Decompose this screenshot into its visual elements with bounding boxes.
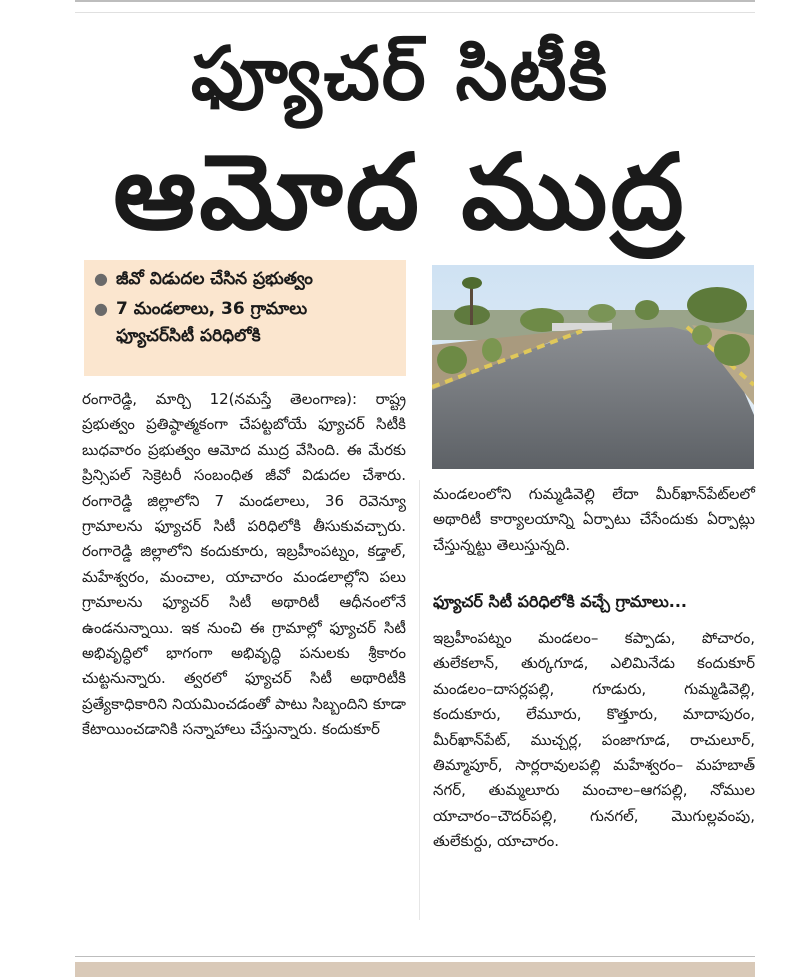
top-rule — [75, 0, 755, 2]
road-photo — [432, 265, 754, 469]
next-article-strip — [75, 962, 755, 977]
villages-paragraph: ఇబ్రహీంపట్నం మండలం– కప్పాడు, పోచారం, తులేకలాన్, తుర్కగూడ, ఎలిమినేడు కందుకూర్ మండలం–దాసర్లపల్లి, గూడురు, గుమ్మడివెల్లి, కందుకూరు, లేమూరు, కొత్తూరు, మాదాపురం, మీర్‌ఖాన్‌పేట్, ముచ్చర్ల, పంజాగూడ, రాచులూర్, తిమ్మాపూర్, సార్లరావులపల్లి మహేశ్వరం– మహబాత్ నగర్, తుమ్మలూరు మంచాల–ఆగపల్లి, నోముల యాచారం–చౌదర్‌పల్లి, గునగల్, మొగుల్లవంపు, తులేకుర్దు, యాచారం. — [433, 629, 755, 851]
article-left-column — [82, 387, 406, 743]
highlight-item — [94, 296, 396, 322]
bullet-icon: ● — [94, 299, 108, 318]
highlight-text: జీవో విడుదల చేసిన ప్రభుత్వం — [116, 269, 313, 289]
highlights-box — [84, 260, 406, 376]
villages-subheading: ఫ్యూచర్ సిటీ పరిధిలోకి వచ్చే గ్రామాలు... — [433, 592, 688, 611]
headline-line1: ఫ్యూచర్ సిటీకి — [190, 31, 610, 117]
top-rule-thin — [75, 12, 755, 13]
villages-list — [433, 626, 755, 855]
article-paragraph: మండలంలోని గుమ్మడివెల్లి లేదా మీర్‌ఖాన్‌పేట్‌లలో అథారిటీ కార్యాలయాన్ని ఏర్పాటు చేసేందుకు ఏర్పాట్లు చేస్తున్నట్టు తెలుస్తున్నది. — [433, 485, 755, 554]
highlight-item — [94, 266, 396, 292]
highlight-text: 7 మండలాలు, 36 గ్రామాలు — [116, 299, 308, 319]
article-right-column — [433, 482, 755, 558]
bottom-rule — [75, 956, 755, 957]
article-paragraph: రంగారెడ్డి, మార్చి 12(నమస్తే తెలంగాణ): రాష్ట్ర ప్రభుత్వం ప్రతిష్ఠాత్మకంగా చేపట్టబోయే ఫ్యూచర్ సిటీకి బుధవారం ప్రభుత్వం ఆమోద ముద్ర వేసింది. ఈ మేరకు ప్రిన్సిపల్ సెక్రెటరీ సంబంధిత జీవో విడుదల చేశారు. రంగారెడ్డి జిల్లాలోని 7 మండలాలు, 36 రెవెన్యూ గ్రామాలను ఫ్యూచర్ సిటీ పరిధిలోకి తీసుకువచ్చారు. రంగారెడ్డి జిల్లాలోని కందుకూరు, ఇబ్రహీంపట్నం, కడ్తాల్, మహేశ్వరం, మంచాల, యాచారం మండలాల్లోని పలు గ్రామాలను ఫ్యూచర్ సిటీ అథారిటీ ఆధీనంలోనే ఉండనున్నాయి. ఇక నుంచి ఈ గ్రామాల్లో ఫ్యూచర్ సిటీ అభివృద్ధిలో భాగంగా అభివృద్ధి పనులకు శ్రీకారం చుట్టనున్నారు. త్వరలో ఫ్యూచర్ సిటీ అథారిటీకి ప్రత్యేకాధికారిని నియమించడంతో పాటు సిబ్బందిని కూడా కేటాయించడానికి సన్నాహాలు చేస్తున్నారు. కందుకూర్ — [82, 390, 406, 739]
highlight-text-continued: ఫ్యూచర్‌సిటీ పరిధిలోకి — [116, 326, 261, 346]
column-divider — [419, 480, 420, 920]
headline-line2: ఆమోద ముద్ర — [113, 131, 687, 253]
bullet-icon: ● — [94, 269, 108, 288]
